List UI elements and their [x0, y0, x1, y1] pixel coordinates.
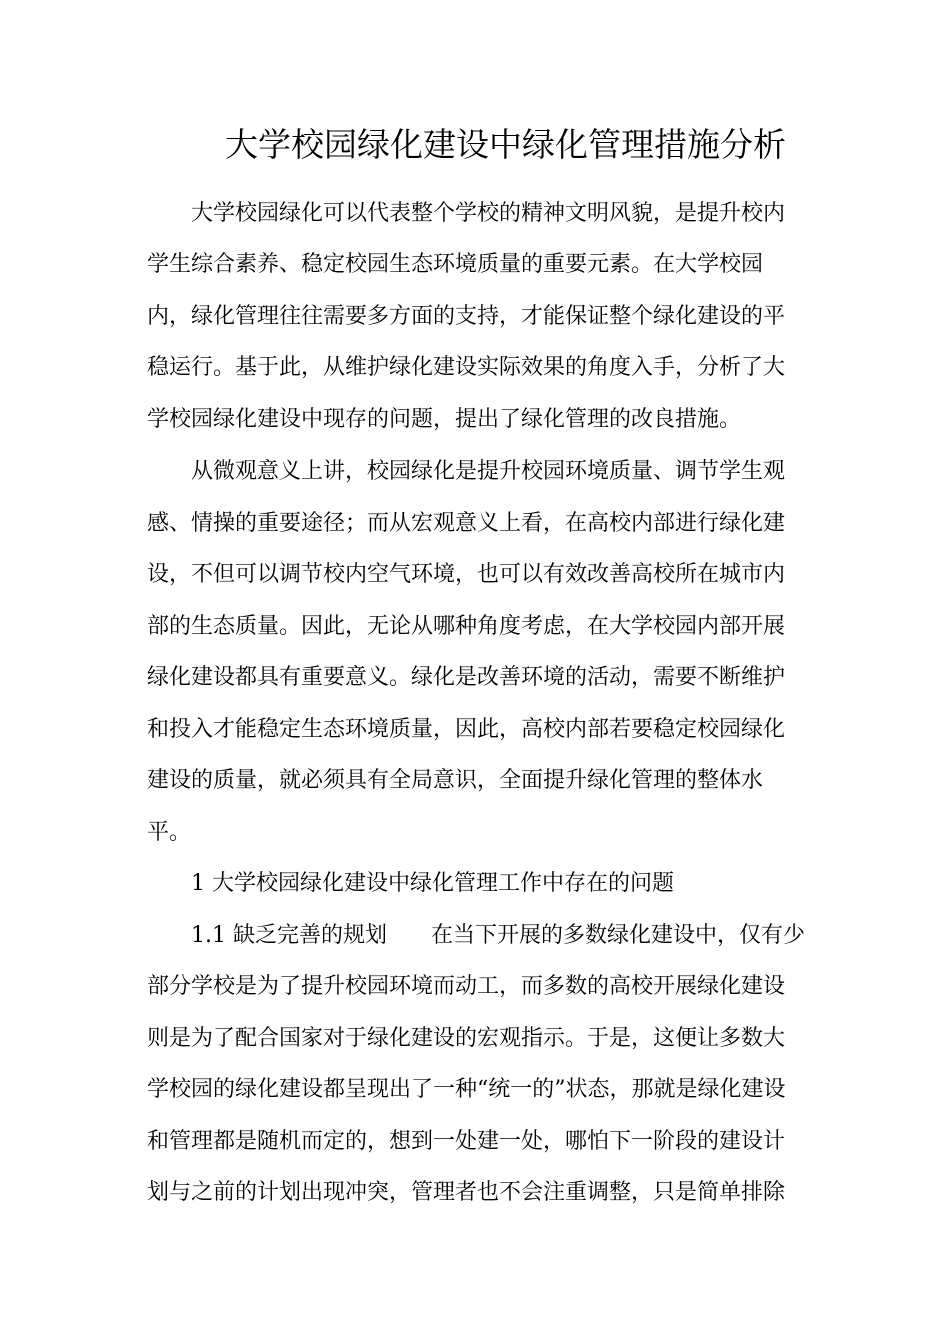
subsection-1-1-line-5: 和管理都是随机而定的，想到一处建一处，哪怕下一阶段的建设计	[147, 1129, 786, 1154]
document-title: 大学校园绿化建设中绿化管理措施分析	[225, 125, 786, 164]
section-1-heading: 1 大学校园绿化建设中绿化管理工作中存在的问题	[191, 871, 674, 896]
paragraph-2-line-2: 感、情操的重要途径；而从宏观意义上看，在高校内部进行绿化建	[147, 511, 786, 536]
paragraph-1-line-2: 学生综合素养、稳定校园生态环境质量的重要元素。在大学校园	[147, 252, 764, 277]
paragraph-2-line-5: 绿化建设都具有重要意义。绿化是改善环境的活动，需要不断维护	[147, 665, 786, 690]
paragraph-1-line-1: 大学校园绿化可以代表整个学校的精神文明风貌，是提升校内	[191, 201, 786, 226]
subsection-1-1-heading: 1.1 缺乏完善的规划	[191, 923, 387, 948]
subsection-1-1-line-6: 划与之前的计划出现冲突，管理者也不会注重调整，只是简单排除	[147, 1180, 786, 1205]
subsection-1-1-first-line	[191, 921, 805, 951]
paragraph-2-line-8: 平。	[147, 820, 192, 845]
paragraph-2-line-3: 设，不但可以调节校内空气环境，也可以有效改善高校所在城市内	[147, 562, 786, 587]
subsection-1-1-line-2: 部分学校是为了提升校园环境而动工，而多数的高校开展绿化建设	[147, 974, 786, 999]
paragraph-2-line-7: 建设的质量，就必须具有全局意识，全面提升绿化管理的整体水	[147, 768, 764, 793]
subsection-1-1-line-4: 学校园的绿化建设都呈现出了一种“统一的”状态，那就是绿化建设	[147, 1077, 786, 1102]
paragraph-2-line-1: 从微观意义上讲，校园绿化是提升校园环境质量、调节学生观	[191, 459, 786, 484]
subsection-1-1-line-3: 则是为了配合国家对于绿化建设的宏观指示。于是，这便让多数大	[147, 1026, 786, 1051]
paragraph-2-line-6: 和投入才能稳定生态环境质量，因此，高校内部若要稳定校园绿化	[147, 717, 786, 742]
paragraph-1-line-3: 内，绿化管理往往需要多方面的支持，才能保证整个绿化建设的平	[147, 304, 786, 329]
paragraph-2-line-4: 部的生态质量。因此，无论从哪种角度考虑，在大学校园内部开展	[147, 614, 786, 639]
paragraph-1-line-5: 学校园绿化建设中现存的问题，提出了绿化管理的改良措施。	[147, 407, 742, 432]
paragraph-1-line-4: 稳运行。基于此，从维护绿化建设实际效果的角度入手，分析了大	[147, 355, 786, 380]
subsection-1-1-text-start: 在当下开展的多数绿化建设中，仅有少	[430, 923, 805, 948]
